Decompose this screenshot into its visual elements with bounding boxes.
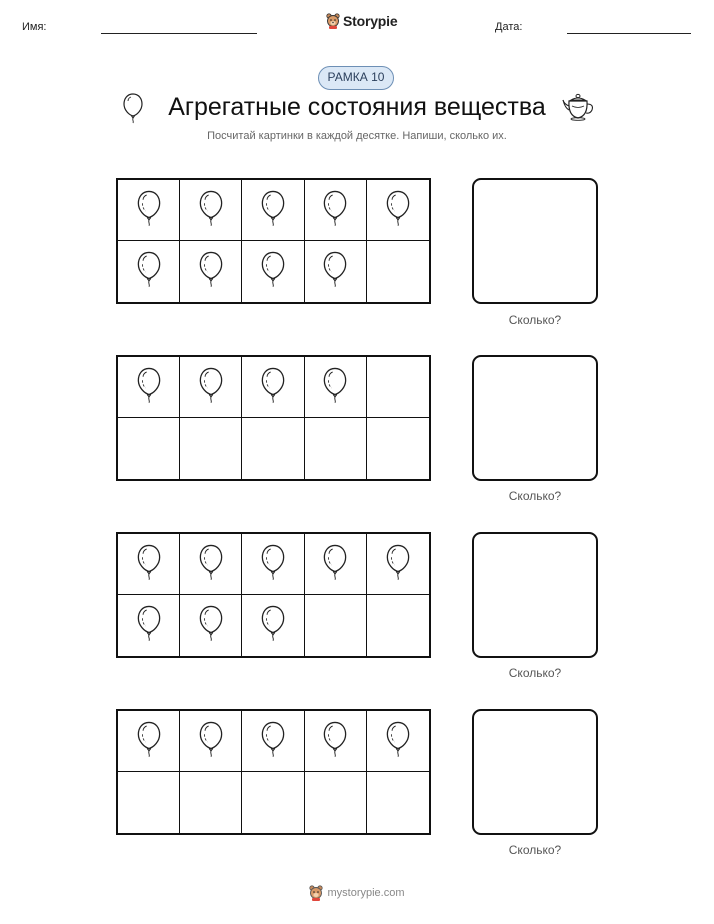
brand-name: Storypie [343,13,398,29]
frame-cell [242,534,304,595]
balloon-icon [136,543,162,586]
balloon-icon [136,189,162,232]
balloon-icon [136,366,162,409]
answer-label-3: Сколько? [508,666,562,680]
frame-cell [367,534,429,595]
frame-cell [305,241,367,302]
balloon-icon [198,366,224,409]
balloon-icon [260,366,286,409]
balloon-icon [260,720,286,763]
frame-cell [180,180,242,241]
balloon-icon [322,189,348,232]
frame-cell [118,418,180,479]
frame-cell [305,772,367,833]
frame-cell [118,534,180,595]
balloon-icon [260,543,286,586]
frame-cell [118,357,180,418]
balloon-icon [322,543,348,586]
footer [0,885,714,901]
balloon-icon [198,250,224,293]
balloon-icon [136,720,162,763]
balloon-icon [136,604,162,647]
answer-box-2[interactable] [472,355,598,481]
frame-cell [367,357,429,418]
frame-cell [367,180,429,241]
balloon-icon [322,366,348,409]
balloon-icon [198,604,224,647]
name-line[interactable] [101,33,257,34]
ten-frame-1 [116,178,431,304]
frame-cell [305,418,367,479]
balloon-icon [385,720,411,763]
balloon-icon [260,250,286,293]
answer-label-4: Сколько? [508,843,562,857]
answer-box-1[interactable] [472,178,598,304]
ten-frame-3 [116,532,431,658]
balloon-icon [198,543,224,586]
balloon-icon [322,250,348,293]
frame-cell [367,595,429,656]
frame-cell [118,595,180,656]
frame-badge: РАМКА 10 [318,66,394,90]
frame-cell [180,357,242,418]
teapot-icon [562,92,596,127]
frame-cell [180,241,242,302]
answer-box-4[interactable] [472,709,598,835]
frame-cell [367,418,429,479]
frame-cell [242,180,304,241]
frame-cell [305,357,367,418]
frame-cell [242,772,304,833]
balloon-icon [136,250,162,293]
frame-cell [242,418,304,479]
balloon-icon [322,720,348,763]
frame-cell [180,595,242,656]
ten-frame-4 [116,709,431,835]
frame-cell [180,534,242,595]
frame-cell [180,772,242,833]
page-title: Агрегатные состояния вещества [168,93,546,121]
balloon-icon [260,604,286,647]
frame-cell [180,418,242,479]
frame-cell [242,711,304,772]
frame-cell [305,534,367,595]
brand-logo [326,13,397,29]
frame-cell [242,357,304,418]
date-line[interactable] [567,33,691,34]
ten-frame-2 [116,355,431,481]
frame-cell [367,711,429,772]
footer-site: mystorypie.com [327,887,405,899]
frame-cell [305,180,367,241]
answer-label-2: Сколько? [508,489,562,503]
frame-cell [305,711,367,772]
frame-cell [242,241,304,302]
frame-cell [367,241,429,302]
frame-cell [305,595,367,656]
frame-cell [118,180,180,241]
instructions: Посчитай картинки в каждой десятке. Напиши, сколько их. [207,130,507,142]
bear-mascot-icon [309,885,323,901]
balloon-icon [260,189,286,232]
bear-mascot-icon [326,13,340,29]
answer-box-3[interactable] [472,532,598,658]
frame-cell [367,772,429,833]
balloon-icon [385,189,411,232]
frame-cell [180,711,242,772]
frame-cell [118,711,180,772]
date-label: Дата: [495,21,523,33]
balloon-icon [198,720,224,763]
frame-cell [118,772,180,833]
balloon-icon [385,543,411,586]
name-label: Имя: [22,21,47,33]
answer-label-1: Сколько? [508,313,562,327]
frame-cell [242,595,304,656]
balloon-icon [198,189,224,232]
frame-cell [118,241,180,302]
